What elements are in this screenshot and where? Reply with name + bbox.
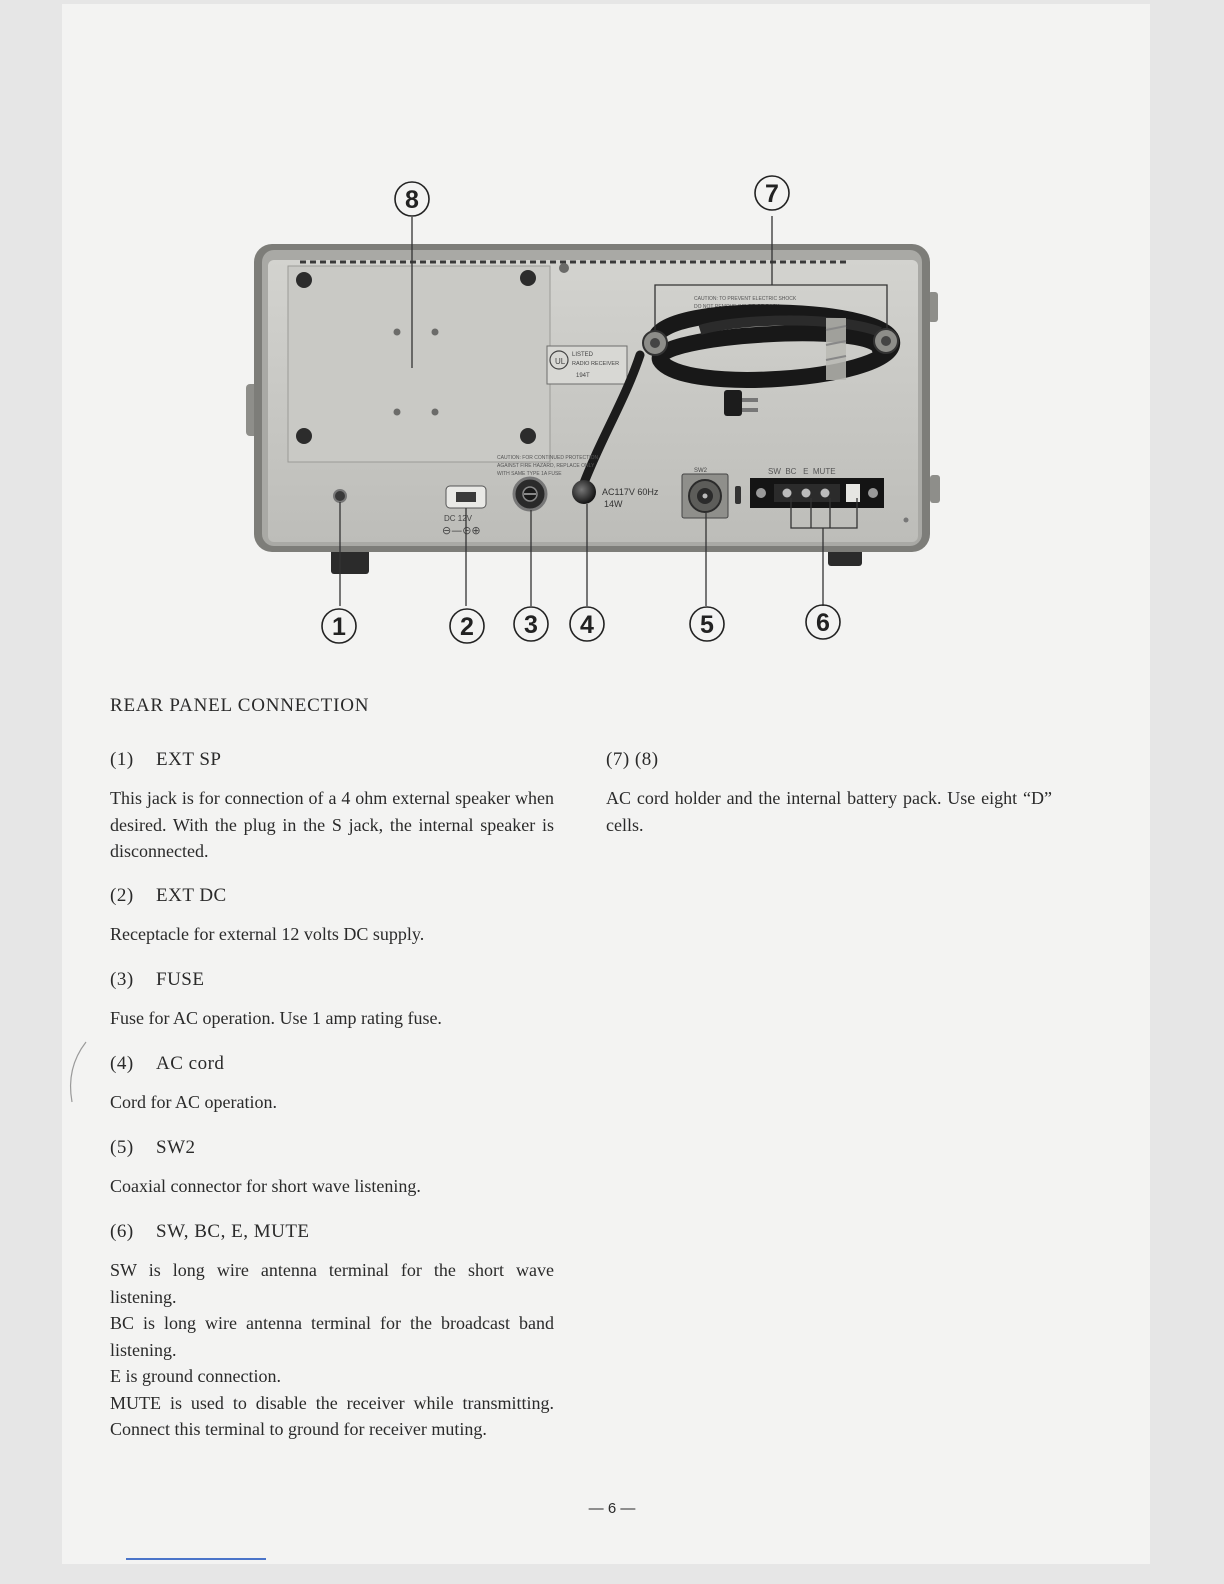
cover-rivet xyxy=(394,409,401,416)
section-body: This jack is for connection of a 4 ohm external speaker when desired. With the plug in the S jack, the internal speaker is disconnected. xyxy=(110,788,554,861)
section-name: EXT SP xyxy=(156,749,222,770)
margin-pencil-mark xyxy=(64,1040,88,1104)
section-ext-dc xyxy=(110,885,554,948)
ac-cord-grommet xyxy=(572,480,596,504)
section-title xyxy=(110,885,554,907)
top-screw xyxy=(559,263,569,273)
callout-7-number: 7 xyxy=(765,180,779,208)
callout-8-number: 8 xyxy=(405,186,419,214)
svg-text:WITH SAME TYPE 1A FUSE: WITH SAME TYPE 1A FUSE xyxy=(497,471,562,477)
callout-3-number: 3 xyxy=(524,611,538,639)
section-heading: REAR PANEL CONNECTION xyxy=(110,695,370,716)
section-ext-sp xyxy=(110,749,554,865)
section-title: (7) (8) xyxy=(606,749,659,770)
section-body: AC cord holder and the internal battery pack. Use eight “D” cells. xyxy=(606,788,1052,835)
section-number: (6) xyxy=(110,1221,134,1242)
right-side-knob-bottom xyxy=(930,475,940,503)
section-title xyxy=(110,969,554,991)
callout-5-number: 5 xyxy=(700,611,714,639)
section-body: Receptacle for external 12 volts DC supply. xyxy=(110,924,425,944)
section-number: (4) xyxy=(110,1053,134,1074)
svg-text:DO NOT REMOVE COVER OR BACK: DO NOT REMOVE COVER OR BACK xyxy=(694,304,780,310)
cover-rivet xyxy=(394,329,401,336)
ac-rating-2: 14W xyxy=(604,499,623,509)
section-cord-holder-battery xyxy=(606,749,1052,838)
cord-holder-right-center xyxy=(881,336,891,346)
section-title xyxy=(110,1053,554,1075)
dc-label: DC 12V xyxy=(444,514,473,523)
section-name: SW, BC, E, MUTE xyxy=(156,1221,310,1242)
section-title xyxy=(110,1221,554,1243)
section-body-line: MUTE is used to disable the receiver while transmitting. Connect this terminal to ground for receiver muting. xyxy=(110,1392,554,1439)
section-number: (3) xyxy=(110,969,134,990)
section-fuse xyxy=(110,969,554,1032)
ul-num: 194T xyxy=(576,373,590,379)
ul-radio: RADIO RECEIVER xyxy=(572,361,620,367)
cover-rivet xyxy=(432,329,439,336)
section-name: EXT DC xyxy=(156,885,227,906)
ul-listed: LISTED xyxy=(572,352,594,358)
callout-1-number: 1 xyxy=(332,613,346,641)
section-title xyxy=(110,1137,554,1159)
scan-edge-line xyxy=(126,1558,266,1560)
section-name: AC cord xyxy=(156,1053,225,1074)
svg-text:UL: UL xyxy=(555,357,566,366)
cover-rivet xyxy=(432,409,439,416)
section-terminals xyxy=(110,1221,554,1443)
cover-screw xyxy=(520,428,536,444)
section-sw2 xyxy=(110,1137,554,1200)
section-number: (2) xyxy=(110,885,134,906)
callout-6-number: 6 xyxy=(816,609,830,637)
svg-text:CAUTION: FOR CONTINUED PROTECT: CAUTION: FOR CONTINUED PROTECTION xyxy=(497,455,599,461)
section-body: Cord for AC operation. xyxy=(110,1092,277,1112)
section-title xyxy=(110,749,554,771)
sw2-label: SW2 xyxy=(694,468,708,474)
cord-holder-left-center xyxy=(650,338,660,348)
section-number: (1) xyxy=(110,749,134,770)
section-ac-cord xyxy=(110,1053,554,1116)
section-body-line: BC is long wire antenna terminal for the broadcast band listening. xyxy=(110,1313,554,1360)
cover-screw xyxy=(296,428,312,444)
section-body-line: SW is long wire antenna terminal for the short wave listening. xyxy=(110,1260,554,1307)
ext-sp-jack xyxy=(334,490,346,502)
terminal-label: SW BC E MUTE xyxy=(768,467,836,476)
ac-rating-1: AC117V 60Hz xyxy=(602,487,659,497)
dc-polarity: ⊖—⊝⊕ xyxy=(442,524,481,537)
page-number: — 6 — xyxy=(588,1500,636,1517)
svg-text:NO USER SERVICEABLE PARTS INSI: NO USER SERVICEABLE PARTS INSIDE xyxy=(694,312,789,318)
section-number: (5) xyxy=(110,1137,134,1158)
svg-text:CAUTION: TO PREVENT ELECTRIC S: CAUTION: TO PREVENT ELECTRIC SHOCK xyxy=(694,296,797,302)
section-body: Fuse for AC operation. Use 1 amp rating fuse. xyxy=(110,1008,442,1028)
section-body-line: E is ground connection. xyxy=(110,1366,281,1386)
callout-4-number: 4 xyxy=(580,611,594,639)
section-name: SW2 xyxy=(156,1137,196,1158)
section-body: Coaxial connector for short wave listening. xyxy=(110,1176,421,1196)
battery-cover xyxy=(288,266,550,462)
cover-screw xyxy=(296,272,312,288)
cover-screw xyxy=(520,270,536,286)
rear-panel-figure xyxy=(0,0,1224,680)
section-name: FUSE xyxy=(156,969,205,990)
svg-text:AGAINST FIRE HAZARD, REPLACE O: AGAINST FIRE HAZARD, REPLACE ONLY xyxy=(497,463,595,469)
callout-2-number: 2 xyxy=(460,613,474,641)
